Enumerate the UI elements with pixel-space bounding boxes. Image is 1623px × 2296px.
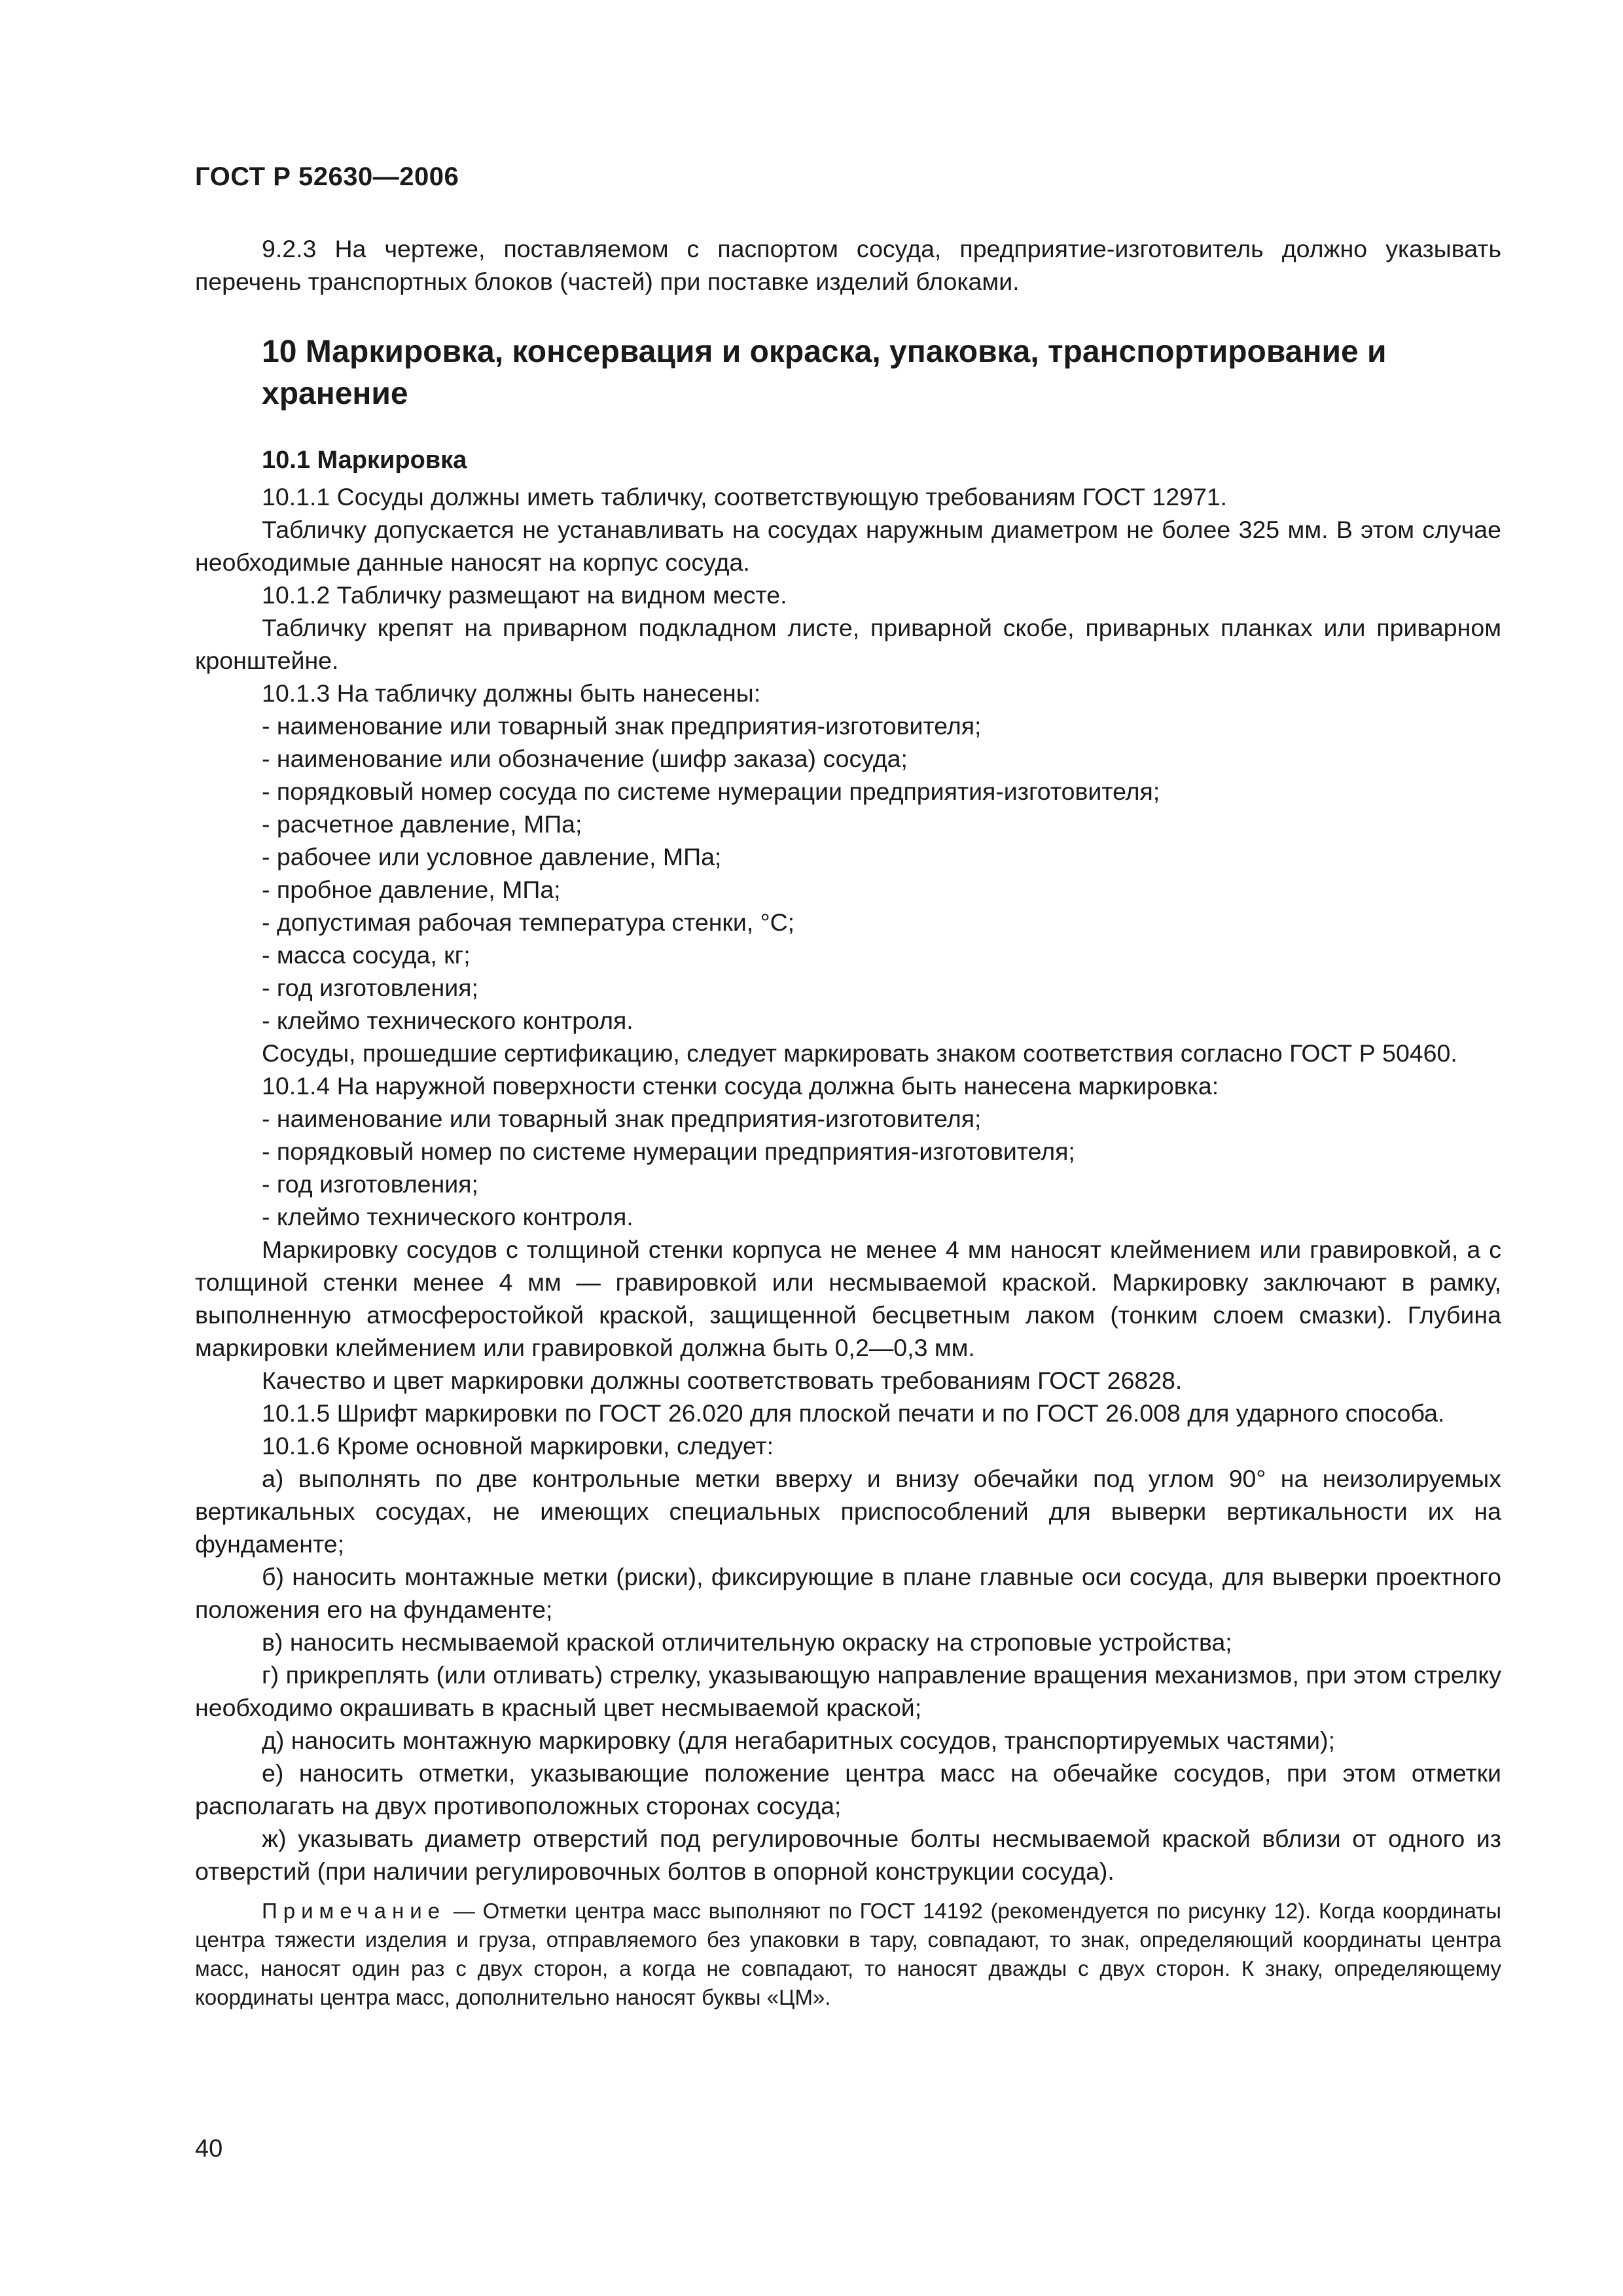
note-label: Примечание [262,1899,446,1923]
paragraph-10-1-2: 10.1.2 Табличку размещают на видном месте. [262,581,787,609]
list-item: - пробное давление, МПа; [262,876,561,903]
note [195,1897,1501,2012]
list-item: - наименование или товарный знак предприятия-изготовителя; [262,712,982,740]
page-number: 40 [195,2135,223,2162]
paragraph-9-2-3: 9.2.3 На чертеже, поставляемом с паспортом сосуда, предприятие-изготовитель должно указывать перечень транспортных блоков (частей) при поставке изделий блоками. [195,235,1501,295]
paragraph-10-1-4: 10.1.4 На наружной поверхности стенки сосуда должна быть нанесена маркировка: [262,1072,1219,1100]
document-header: ГОСТ Р 52630—2006 [195,162,459,191]
list-item: б) наносить монтажные метки (риски), фиксирующие в плане главные оси сосуда, для выверки проектного положения его на фундаменте; [195,1563,1501,1623]
subsection-title: 10.1 Маркировка [262,446,467,474]
paragraph-10-1-5: 10.1.5 Шрифт маркировки по ГОСТ 26.020 для плоской печати и по ГОСТ 26.008 для ударного способа. [262,1399,1445,1427]
list-item: - наименование или обозначение (шифр заказа) сосуда; [262,745,908,772]
paragraph-certification: Сосуды, прошедшие сертификацию, следует маркировать знаком соответствия согласно ГОСТ Р 50460. [262,1039,1457,1067]
paragraph-marking-method: Маркировку сосудов с толщиной стенки корпуса не менее 4 мм наносят клеймением или гравировкой, а с толщиной стенки менее 4 мм — гравировкой или несмываемой краской. Маркировку заключают в рамку, выполненную атмосферостойкой краской, защищенной бесцветным лаком (тонким слоем смазки). Глубина маркировки клеймением или гравировкой должна быть 0,2—0,3 мм. [195,1236,1501,1361]
list-item: в) наносить несмываемой краской отличительную окраску на строповые устройства; [262,1628,1232,1656]
list-item: - клеймо технического контроля. [262,1007,633,1034]
list-item: - порядковый номер по системе нумерации предприятия-изготовителя; [262,1138,1075,1165]
section-title: 10 Маркировка, консервация и окраска, упаковка, транспортирование и хранение [262,334,1387,411]
paragraph-10-1-6: 10.1.6 Кроме основной маркировки, следует: [262,1432,774,1460]
list-item: - наименование или товарный знак предприятия-изготовителя; [262,1105,982,1132]
list-item: г) прикреплять (или отливать) стрелку, указывающую направление вращения механизмов, при этом стрелку необходимо окрашивать в красный цвет несмываемой краской; [195,1661,1501,1721]
paragraph-plate-fix: Табличку крепят на приварном подкладном листе, приварной скобе, приварных планках или приварном кронштейне. [195,614,1501,674]
list-item: - допустимая рабочая температура стенки, °С; [262,908,795,936]
list-item: - год изготовления; [262,1170,478,1198]
list-item: д) наносить монтажную маркировку (для негабаритных сосудов, транспортируемых частями); [262,1727,1336,1754]
paragraph-quality: Качество и цвет маркировки должны соответствовать требованиям ГОСТ 26828. [262,1367,1183,1394]
list-item: - рабочее или условное давление, МПа; [262,843,722,870]
paragraph-plate-allowed: Табличку допускается не устанавливать на сосудах наружным диаметром не более 325 мм. В этом случае необходимые данные наносят на корпус сосуда. [195,516,1501,576]
list-item: ж) указывать диаметр отверстий под регулировочные болты несмываемой краской вблизи от одного из отверстий (при наличии регулировочных болтов в опорной конструкции сосуда). [195,1825,1501,1885]
page-content [195,232,1501,2012]
list-item: - масса сосуда, кг; [262,941,471,969]
list-item: - год изготовления; [262,974,478,1001]
paragraph-10-1-3: 10.1.3 На табличку должны быть нанесены: [262,679,761,707]
list-item: - расчетное давление, МПа; [262,810,582,838]
note-text: — Отметки центра масс выполняют по ГОСТ 14192 (рекомендуется по рисунку 12). Когда координаты центра тяжести изделия и груза, отправляемого без упаковки в тару, совпадают, то знак, определяющий координаты центра масс, наносят один раз с двух сторон, а когда не совпадают, то наносят дважды с двух сторон. К знаку, определяющему координаты центра масс, дополнительно наносят буквы «ЦМ». [195,1899,1501,2009]
list-item: а) выполнять по две контрольные метки вверху и внизу обечайки под углом 90° на неизолируемых вертикальных сосудах, не имеющих специальных приспособлений для выверки вертикальности их на фундаменте; [195,1465,1501,1558]
list-item: - клеймо технического контроля. [262,1203,633,1230]
list-item: е) наносить отметки, указывающие положение центра масс на обечайке сосудов, при этом отметки располагать на двух противоположных сторонах сосуда; [195,1759,1501,1820]
list-item: - порядковый номер сосуда по системе нумерации предприятия-изготовителя; [262,778,1160,805]
paragraph-10-1-1: 10.1.1 Сосуды должны иметь табличку, соответствующую требованиям ГОСТ 12971. [262,483,1228,511]
